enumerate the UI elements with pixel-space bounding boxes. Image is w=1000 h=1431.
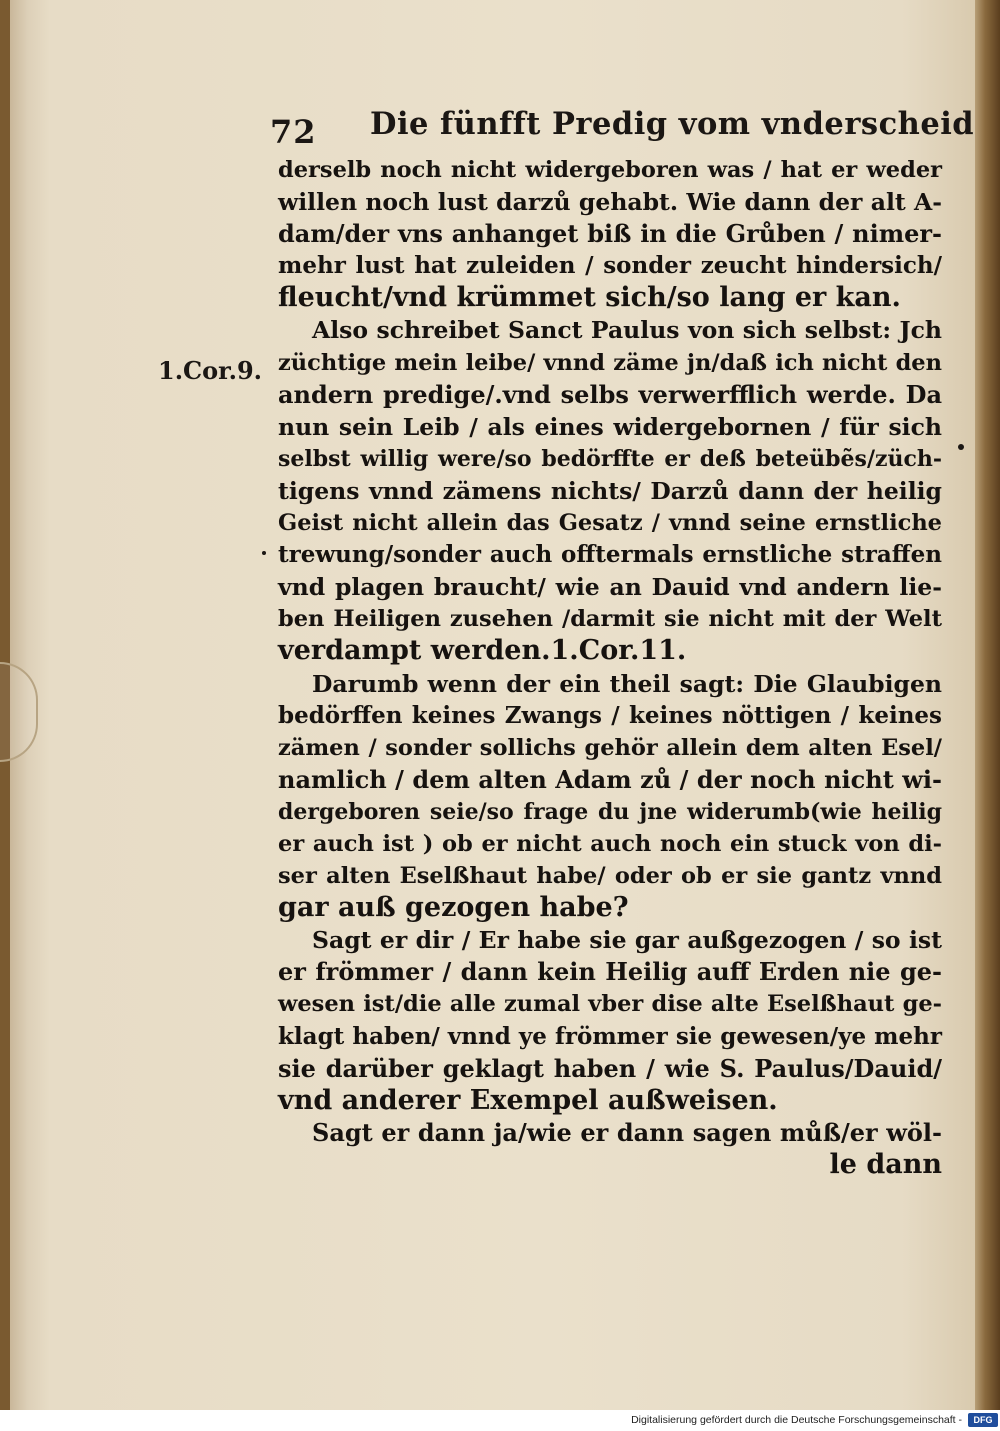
text-line: Sagt er dir / Er habe sie gar außgezogen / so ist xyxy=(312,926,942,955)
text-line: er frömmer / dann kein Heilig auff Erden nie ge- xyxy=(278,957,942,987)
text-line: dergeboren seie/so frage du jne widerumb(wie heilig xyxy=(278,798,942,825)
text-line: bedörffen keines Zwangs / keines nöttigen / keines xyxy=(278,701,942,729)
text-line: er auch ist ) ob er nicht auch noch ein stuck von di- xyxy=(278,830,942,857)
book-binding-edge xyxy=(975,0,1000,1410)
text-line: Also schreibet Sanct Paulus von sich selbst: Jch xyxy=(312,316,942,345)
ink-speck xyxy=(958,444,964,450)
text-line: namlich / dem alten Adam zů / der noch nicht wi- xyxy=(278,764,942,794)
running-title: Die fünfft Predig vom vnderscheid xyxy=(370,106,975,142)
catchword-line: le dann xyxy=(829,1148,942,1180)
text-line: sie darüber geklagt haben / wie S. Paulus/Dauid/ xyxy=(278,1053,942,1083)
text-line: fleucht/vnd krümmet sich/so lang er kan. xyxy=(278,282,901,314)
text-line: klagt haben/ vnnd ye frömmer sie gewesen/ye mehr xyxy=(278,1022,942,1050)
text-line: derselb noch nicht widergeboren was / hat er weder xyxy=(278,157,942,183)
text-line: vnd anderer Exempel außweisen. xyxy=(278,1084,778,1116)
text-line: gar auß gezogen habe? xyxy=(278,892,629,924)
text-line: tigens vnnd zämens nichts/ Darzů dann der heilig xyxy=(278,476,942,505)
text-line: Geist nicht allein das Gesatz / vnnd seine ernstliche xyxy=(278,510,942,537)
text-line: nun sein Leib / als eines widergebornen / für sich xyxy=(278,412,942,441)
text-line: verdampt werden.1.Cor.11. xyxy=(278,635,687,667)
marginal-note: 1.Cor.9. xyxy=(158,356,263,385)
text-line: mehr lust hat zuleiden / sonder zeucht hindersich/ xyxy=(278,252,942,280)
body-text xyxy=(278,154,942,1181)
ink-speck xyxy=(262,551,266,555)
text-line: wesen ist/die alle zumal vber dise alte Eselßhaut ge- xyxy=(278,991,942,1018)
text-line: Sagt er dann ja/wie er dann sagen můß/er wöl- xyxy=(312,1117,942,1147)
text-line: andern predige/.vnd selbs verwerfflich werde. Da xyxy=(278,379,942,409)
text-line: ser alten Eselßhaut habe/ oder ob er sie gantz vnnd xyxy=(278,863,942,890)
funding-credit: Digitalisierung gefördert durch die Deutsche Forschungsgemeinschaft - xyxy=(631,1414,962,1426)
text-line: zämen / sonder sollichs gehör allein dem alten Esel/ xyxy=(278,734,942,761)
page-number: 72 xyxy=(270,113,317,151)
dfg-logo[interactable]: DFG xyxy=(968,1413,998,1427)
text-line: selbst willig were/so bedörffte er deß beteübẽs/züch- xyxy=(278,445,942,472)
text-line: willen noch lust darzů gehabt. Wie dann der alt A- xyxy=(278,188,942,217)
text-line: Darumb wenn der ein theil sagt: Die Glaubigen xyxy=(312,669,942,698)
text-line: ben Heiligen zusehen /darmit sie nicht mit der Welt xyxy=(278,606,942,633)
text-line: vnd plagen braucht/ wie an Dauid vnd andern lie- xyxy=(278,573,942,602)
text-line: züchtige mein leibe/ vnnd zäme jn/daß ich nicht den xyxy=(278,349,942,376)
text-line: trewung/sonder auch offtermals ernstliche straffen xyxy=(278,541,942,569)
text-line: dam/der vns anhanget biß in die Grůben / nimer- xyxy=(278,219,942,249)
